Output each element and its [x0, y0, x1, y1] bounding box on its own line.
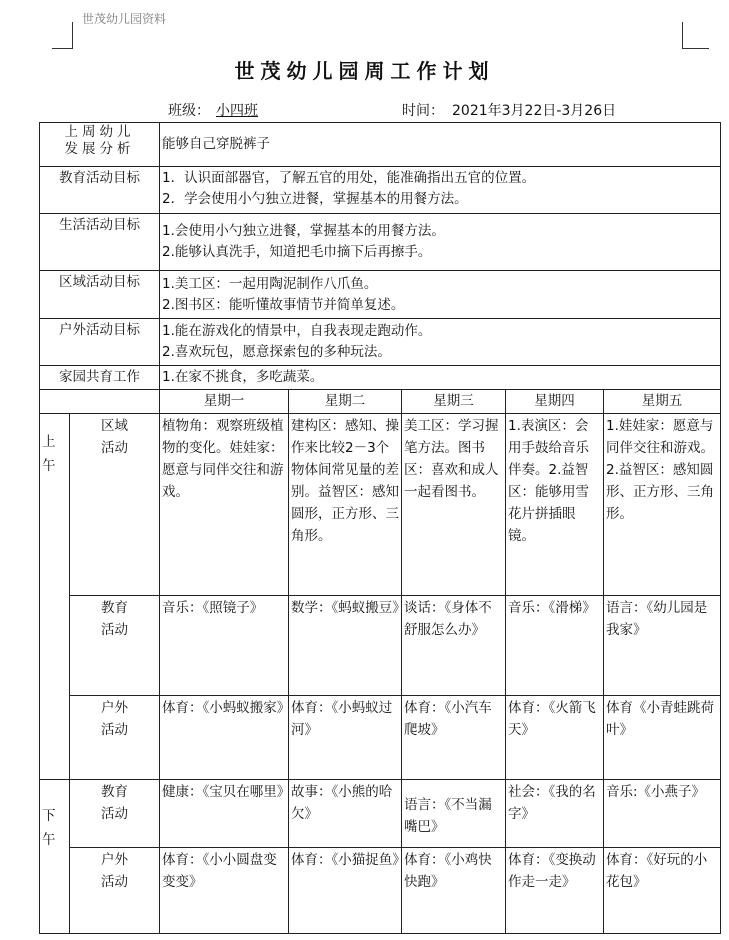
schedule-cell: 体育：《变换动作走一走》: [506, 848, 604, 934]
schedule-cell: 语言：《幼儿园是我家》: [604, 596, 721, 696]
schedule-cell: 美工区：学习握笔方法。图书区：喜欢和成人一起看图书。: [402, 414, 506, 596]
schedule-cell: 体育：《小蚂蚁过河》: [289, 696, 402, 780]
summary-content: 1.能在游戏化的情景中，自我表现走跑动作。 2.喜欢玩包，愿意探索包的多种玩法。: [160, 319, 721, 366]
summary-row: [40, 366, 721, 390]
activity-label: 户外 活动: [70, 696, 160, 780]
schedule-cell: 数学：《蚂蚁搬豆》: [289, 596, 402, 696]
summary-content: 能够自己穿脱裤子: [160, 123, 721, 167]
class-value: 小四班: [216, 103, 258, 119]
schedule-cell: 体育：《小汽车爬坡》: [402, 696, 506, 780]
am-outdoor-row: [40, 696, 721, 780]
am-area-row: [40, 414, 721, 596]
schedule-cell: 体育：《小蚂蚁搬家》: [160, 696, 289, 780]
morning-label: 上 午: [40, 414, 70, 780]
schedule-cell: 体育：《小小圆盘变变变》: [160, 848, 289, 934]
time-label: 时间：: [402, 103, 444, 119]
activity-label: 教育 活动: [70, 596, 160, 696]
schedule-cell: 1.娃娃家：愿意与同伴交往和游戏。2.益智区：感知圆形、正方形、三角形。: [604, 414, 721, 596]
time-value: 2021年3月22日-3月26日: [452, 103, 617, 119]
schedule-cell: 语言：《不当漏嘴巴》: [402, 780, 506, 848]
weekly-plan-table: [39, 122, 721, 934]
summary-label: 生活活动目标: [40, 214, 160, 271]
activity-label: 区域 活动: [70, 414, 160, 596]
pm-edu-row: [40, 780, 721, 848]
weekday-header: 星期三: [402, 390, 506, 414]
summary-row: [40, 123, 721, 167]
class-info: [168, 100, 268, 120]
summary-row: [40, 319, 721, 366]
afternoon-label: 下 午: [40, 780, 70, 934]
summary-content: 1．认识面部器官，了解五官的用处，能准确指出五官的位置。 2．学会使用小勺独立进餐，掌握基本的用餐方法。: [160, 167, 721, 214]
summary-label: 上周幼儿 发展分析: [40, 123, 160, 167]
schedule-cell: 1.表演区：会用手鼓给音乐伴奏。2.益智区：能够用雪花片拼插眼镜。: [506, 414, 604, 596]
summary-label: 家园共育工作: [40, 366, 160, 390]
watermark: 世茂幼儿园资料: [82, 12, 167, 26]
schedule-cell: 健康：《宝贝在哪里》: [160, 780, 289, 848]
pm-outdoor-row: [40, 848, 721, 934]
summary-content: 1.美工区：一起用陶泥制作八爪鱼。 2.图书区：能听懂故事情节并简单复述。: [160, 271, 721, 319]
weekday-header-row: [40, 390, 721, 414]
time-info: [402, 100, 616, 120]
header-blank: [40, 390, 160, 414]
weekday-header: 星期四: [506, 390, 604, 414]
schedule-cell: 体育：《小鸡快快跑》: [402, 848, 506, 934]
crop-mark-right: [682, 22, 709, 49]
summary-content: 1.会使用小勺独立进餐，掌握基本的用餐方法。 2.能够认真洗手，知道把毛巾摘下后再擦手。: [160, 214, 721, 271]
schedule-cell: 音乐：《滑梯》: [506, 596, 604, 696]
schedule-cell: 音乐：《照镜子》: [160, 596, 289, 696]
summary-label: 区域活动目标: [40, 271, 160, 319]
schedule-cell: 故事：《小熊的哈欠》: [289, 780, 402, 848]
summary-row: [40, 167, 721, 214]
summary-content: 1.在家不挑食，多吃蔬菜。: [160, 366, 721, 390]
summary-row: [40, 214, 721, 271]
schedule-cell: 体育：《小猫捉鱼》: [289, 848, 402, 934]
schedule-cell: 音乐:《小燕子》: [604, 780, 721, 848]
schedule-cell: 体育：《好玩的小花包》: [604, 848, 721, 934]
schedule-cell: 体育《小青蛙跳荷叶》: [604, 696, 721, 780]
schedule-cell: 植物角：观察班级植物的变化。娃娃家：愿意与同伴交往和游戏。: [160, 414, 289, 596]
summary-row: [40, 271, 721, 319]
activity-label: 户外 活动: [70, 848, 160, 934]
schedule-cell: 体育：《火箭飞天》: [506, 696, 604, 780]
weekday-header: 星期一: [160, 390, 289, 414]
class-label: 班级：: [168, 103, 210, 119]
summary-label: 教育活动目标: [40, 167, 160, 214]
activity-label: 教育 活动: [70, 780, 160, 848]
am-edu-row: [40, 596, 721, 696]
schedule-cell: 建构区：感知、操作来比较2－3个物体间常见量的差别。益智区：感知圆形，正方形、三角形。: [289, 414, 402, 596]
crop-mark-left: [52, 22, 73, 49]
weekday-header: 星期五: [604, 390, 721, 414]
weekday-header: 星期二: [289, 390, 402, 414]
summary-label: 户外活动目标: [40, 319, 160, 366]
schedule-cell: 社会：《我的名字》: [506, 780, 604, 848]
schedule-cell: 谈话：《身体不舒服怎么办》: [402, 596, 506, 696]
page-title: 世茂幼儿园周工作计划: [234, 59, 495, 83]
